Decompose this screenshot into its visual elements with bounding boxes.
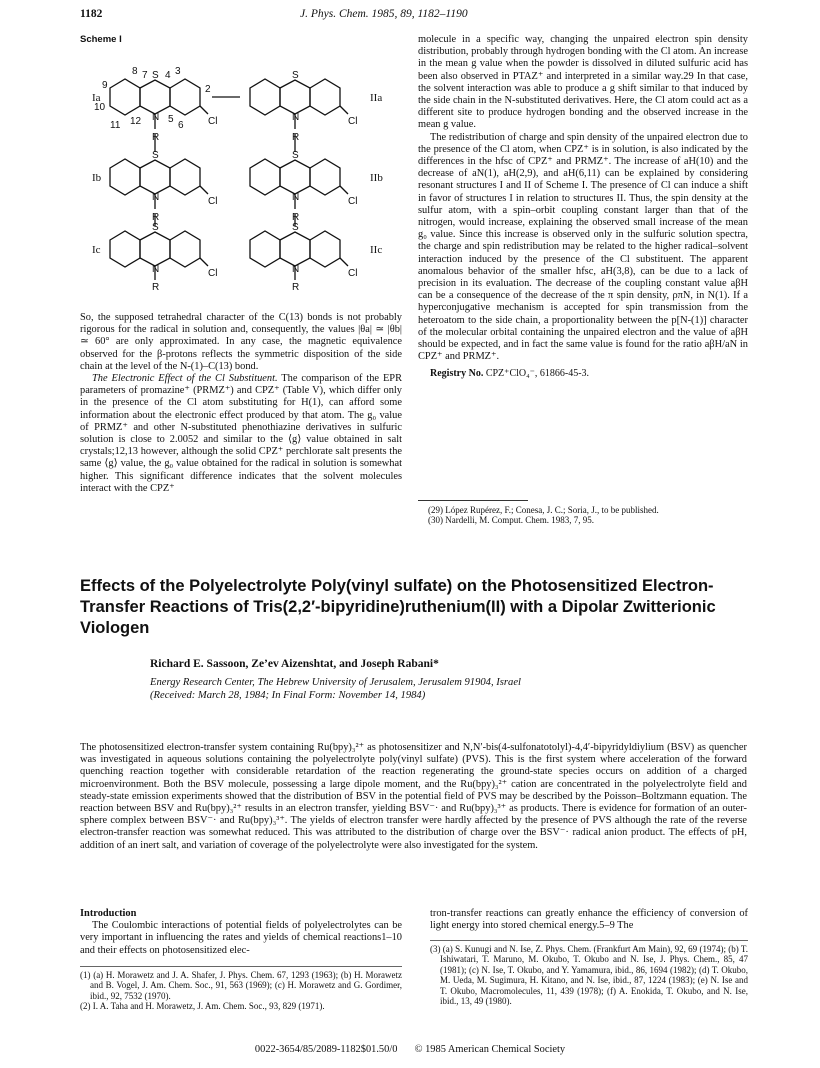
article-code: 0022-3654/85/2089-1182$01.50/0 — [254, 1044, 398, 1055]
svg-text:R: R — [152, 132, 160, 143]
svg-text:5: 5 — [168, 114, 174, 125]
intro-left — [80, 908, 402, 957]
paragraph: tron-transfer reactions can greatly enhance the efficiency of conversion of light energy into stored chemical energy.5–9 The — [430, 908, 748, 932]
footnotes-left — [80, 970, 402, 1012]
svg-text:Cl: Cl — [348, 116, 358, 127]
footnote-rule — [80, 966, 402, 967]
svg-text:S: S — [152, 222, 159, 233]
footnote: (30) Nardelli, M. Comput. Chem. 1983, 7, 95. — [428, 515, 594, 526]
page-footer — [0, 1044, 820, 1055]
received-dates: (Received: March 28, 1984; In Final Form: November 14, 1984) — [150, 690, 426, 701]
affiliation-line: Energy Research Center, The Hebrew University of Jerusalem, Jerusalem 91904, Israel — [150, 677, 521, 688]
svg-text:Cl: Cl — [348, 268, 358, 279]
footnote-rule — [418, 500, 528, 501]
svg-text:N: N — [292, 192, 300, 203]
svg-text:S: S — [152, 150, 159, 161]
svg-text:S: S — [292, 70, 299, 81]
label-ib: Ib — [92, 172, 102, 184]
label-iic: IIc — [370, 244, 383, 256]
paragraph: So, the supposed tetrahedral character of the C(13) bonds is not probably rigorous for the radical in solution and, consequently, the values |θa| ≃ |θb| ≃ 60° are only approximated. In any case, the magnetic equivalence observed for the β-protons reflects the symmetric disposition of the side chain at the level of the N-(1)–C(13) bond. — [80, 312, 402, 372]
svg-text:N: N — [292, 112, 300, 123]
journal-citation: J. Phys. Chem. 1985, 89, 1182–1190 — [300, 8, 468, 20]
svg-text:R: R — [152, 212, 160, 223]
svg-text:9: 9 — [102, 80, 108, 91]
footnote: (29) López Rupérez, F.; Conesa, J. C.; Soria, J., to be published. — [428, 505, 659, 515]
paragraph: The Coulombic interactions of potential fields of polyelectrolytes can be very important in influencing the rates and yields of chemical reactions1–10 and their effects on photosensitized elec- — [80, 920, 402, 956]
svg-text:4: 4 — [165, 70, 171, 81]
footnote: (2) I. A. Taha and H. Morawetz, J. Am. Chem. Soc., 93, 829 (1971). — [80, 1001, 325, 1012]
intro-right — [430, 908, 748, 932]
svg-text:S: S — [292, 222, 299, 233]
svg-text:Cl: Cl — [208, 196, 218, 207]
svg-text:11: 11 — [110, 120, 121, 131]
label-ic: Ic — [92, 244, 101, 256]
svg-text:N: N — [152, 264, 160, 275]
intro-heading: Introduction — [80, 908, 137, 919]
svg-text:Cl: Cl — [348, 196, 358, 207]
svg-text:12: 12 — [130, 116, 142, 127]
registry-text: CPZ⁺ClO₄⁻, 61866-45-3. — [483, 368, 590, 380]
section-heading: The Electronic Effect of the Cl Substituent. — [92, 373, 278, 385]
svg-text:6: 6 — [178, 120, 184, 131]
paragraph: The redistribution of charge and spin density of the unpaired electron due to the presence of the Cl atom, when CPZ⁺ is in solution, is also indicated by the differences in the hfsc of CPZ⁺ and PRMZ⁺. The increase of aH(10) and the decrease of aN(1), aH(2,9), and aH(6,11) can be explained by considering resonant structures I and II of Scheme I. The presence of Cl can induce a shift in favor of structures I in relation to structures II. Thus, the spin density at the sulfur atom, with a spin–orbit coupling constant larger than that of the nitrogen, would increase, explaining the observed small increase of the mean g₀ value. Since this increase is observed only in the sulfuric solution spectra, the charge and spin redistribution may be related to the higher radical–solvent interaction induced by the presence of the Cl substituent. The apparent anomalous behavior of the smaller hfsc, aH(3,8), can be due to a lack of precision in its evaluation. The decrease of the coupling constant value aβH can be a consequence of the decrease of the π spin density, ρπN, in N(1). If a hyperconjugative mechanism is accepted for spin transmission from the heteroatom to the side chain, a proportionality between the p[N-(1)] character of the molecular orbital containing the unpaired electron and the value of aβH should be expected, and in fact the same value is found for the ratio aβH/aN in CPZ⁺ and PRMZ⁺. — [418, 131, 748, 363]
svg-text:R: R — [292, 132, 300, 143]
paragraph: molecule in a specific way, changing the unpaired electron spin density distribution, probably through hydrogen bonding with the Cl atom. An increase in the mean g value when the powder is dissolved in diluted sulfuric acid has been also observed in PTAZ⁺ and interpreted in a similar way.29 In that case, the solvent interaction was able to produce a g shift similar to that induced by the side chain in the N-substituted derivatives. Here, the Cl atom could act as a different site to produce hydrogen bonding and the observed increase in the mean g value. — [418, 34, 748, 131]
footnote: (3) (a) S. Kunugi and N. Ise, Z. Phys. Chem. (Frankfurt Am Main), 92, 69 (1974); (b) T. Ishiwatari, T. Maruno, M. Okubo, T. Okubo and N. Ise, J. Phys. Chem., 85, 47 (1981); (c) N. Ise, T. Okubo, and Y. Yamamura, ibid., 86, 1694 (1982); (d) T. Okubo, M. Ueda, M. Sugimura, H. Kitano, and N. Ise, ibid., 87, 1224 (1983); (e) N. Ise and T. Okubo, Macromolecules, 11, 439 (1978); (f) A. Enokida, T. Okubo, and N. Ise, ibid., 13, 49 (1980). — [430, 944, 748, 1007]
label-iia: IIa — [370, 92, 383, 104]
footnote: (1) (a) H. Morawetz and J. A. Shafer, J. Phys. Chem. 67, 1293 (1963); (b) H. Morawetz and B. Vogel, J. Am. Chem. Soc., 91, 563 (1969); (c) H. Morawetz and G. Gordimer, ibid., 92, 7532 (1970). — [80, 970, 402, 1001]
affiliation — [150, 676, 521, 702]
registry-label: Registry No. — [430, 368, 484, 380]
svg-text:3: 3 — [175, 66, 181, 77]
label-iib: IIb — [370, 172, 383, 184]
svg-text:7: 7 — [142, 70, 148, 81]
svg-text:8: 8 — [132, 66, 138, 77]
left-column-text — [80, 312, 402, 495]
paragraph — [80, 373, 402, 495]
footnote-rule — [430, 940, 748, 941]
svg-text:2: 2 — [205, 84, 211, 95]
svg-text:R: R — [292, 212, 300, 223]
svg-text:S: S — [152, 70, 159, 81]
svg-text:Cl: Cl — [208, 268, 218, 279]
scheme-structures — [80, 44, 410, 294]
svg-text:Cl: Cl — [208, 116, 218, 127]
copyright: © 1985 American Chemical Society — [414, 1044, 566, 1055]
footnotes-right-top — [428, 505, 748, 526]
abstract: The photosensitized electron-transfer system containing Ru(bpy)₃²⁺ as photosensitizer and N,N′-bis(4-sulfonatotolyl)-4,4′-bipyridyldiylium (BSV) as quencher was investigated in aqueous solutions containing the polyelectrolyte poly(vinyl sulfate) (PVS). This is the first system where acceleration of the forward quenching reaction together with considerable retardation of the reaction regenerating the ground-state species occurs on addition of a charged microenvironment. Both the BSV molecule, possessing a large dipole moment, and the Ru(bpy)₃²⁺ cation are concentrated in the polyelectrolyte field and steady-state emission experiments showed that the distribution of BSV in the potential field of PVS may be described by the Poisson–Boltzmann equation. The reaction between BSV and Ru(bpy)₃²⁺ results in an electron transfer, yielding BSV⁻· and Ru(bpy)₃³⁺ as products. There is evidence for formation of an outer-sphere complex between BSV⁻· and Ru(bpy)₃³⁺. The yields of electron transfer were hardly affected by the presence of PVS although the rate of the reverse electron-transfer reaction was somewhat reduced. This was attributed to the distribution of charge over the BSV⁻· radical anion product. The effects of pH, addition of an inert salt, and variation of coverage of the polyelectrolyte were also investigated for the system. — [80, 742, 747, 851]
scheme-title: Scheme I — [80, 34, 122, 45]
svg-text:N: N — [292, 264, 300, 275]
svg-text:N: N — [152, 112, 160, 123]
svg-text:10: 10 — [94, 102, 106, 113]
article-title: Effects of the Polyelectrolyte Poly(vinyl sulfate) on the Photosensitized Electron-Transfer Reactions of Tris(2,2′-bipyridine)ruthenium(II) with a Dipolar Zwitterionic Viologen — [80, 577, 716, 637]
svg-text:S: S — [292, 150, 299, 161]
registry — [418, 368, 748, 380]
svg-text:R: R — [292, 282, 300, 293]
page-number: 1182 — [80, 8, 103, 20]
authors: Richard E. Sassoon, Ze’ev Aizenshtat, and Joseph Rabani* — [150, 658, 439, 670]
svg-text:R: R — [152, 282, 160, 293]
footnotes-right — [430, 944, 748, 1006]
svg-text:N: N — [152, 192, 160, 203]
paragraph-text: The comparison of the EPR parameters of promazine⁺ (PRMZ⁺) and CPZ⁺ (Table V), which differ only in the presence of the Cl atom substituting for H(1), can afford some information about the electronic effect produced by that atom. The g₀ value of PRMZ⁺ and other N-substituted phenothiazine derivatives in sulfuric solution is close to 2.0052 and similar to the ⟨g⟩ value obtained in salt crystals;12,13 however, although the solid CPZ⁺ perchlorate salt presents the same ⟨g⟩ value, the g₀ value obtained for the radical in solution is somewhat higher. This significant difference indicates that the solvent molecules interact with the CPZ⁺ — [80, 373, 403, 494]
label-ia: Ia — [92, 92, 101, 104]
right-column-text — [418, 34, 748, 381]
